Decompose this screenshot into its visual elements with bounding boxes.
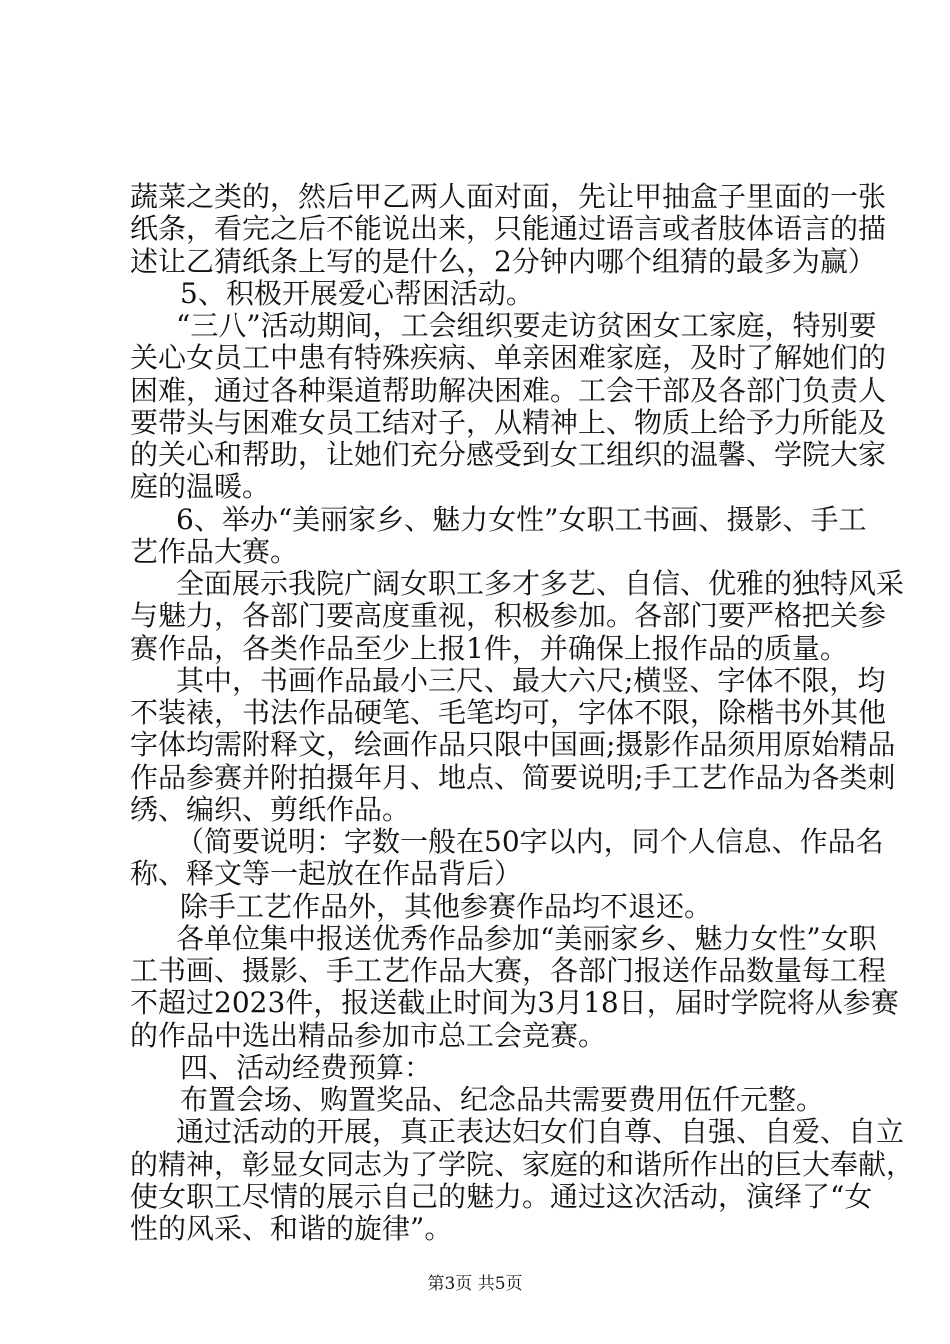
text-line: 不超过2023件，报送截止时间为3月18日，届时学院将从参赛 <box>130 986 899 1020</box>
text-line: （简要说明：字数一般在50字以内，同个人信息、作品名 <box>176 825 884 858</box>
text-line: 工书画、摄影、手工艺作品大赛，各部门报送作品数量每工程 <box>130 954 887 987</box>
text-line: 称、释文等一起放在作品背后） <box>130 857 523 891</box>
text-line: 除手工艺作品外，其他参赛作品均不退还。 <box>180 889 713 923</box>
text-line: 字体均需附释文，绘画作品只限中国画;摄影作品须用原始精品 <box>130 728 896 762</box>
text-line: 使女职工尽情的展示自己的魅力。通过这次活动，演绎了“女 <box>130 1179 873 1213</box>
text-line: 庭的温暖。 <box>130 470 271 504</box>
text-line: 四、活动经费预算： <box>180 1050 433 1084</box>
text-line: 赛作品，各类作品至少上报1件，并确保上报作品的质量。 <box>130 631 848 665</box>
text-line: 要带头与困难女员工结对子，从精神上、物质上给予力所能及 <box>130 405 887 439</box>
text-line: 纸条，看完之后不能说出来，只能通过语言或者肢体语言的描 <box>130 212 887 246</box>
text-line: 5、积极开展爱心帮困活动。 <box>180 276 534 310</box>
text-line: 与魅力，各部门要高度重视，积极参加。各部门要严格把关参 <box>130 599 887 633</box>
text-line: 全面展示我院广阔女职工多才多艺、自信、优雅的独特风采 <box>176 567 905 600</box>
text-line: 艺作品大赛。 <box>130 534 299 568</box>
text-line: 困难，通过各种渠道帮助解决困难。工会干部及各部门负责人 <box>130 373 887 407</box>
text-line: 其中，书画作品最小三尺、最大六尺;横竖、字体不限，均 <box>176 663 886 697</box>
page-number-footer: 第3页 共5页 <box>427 1274 523 1294</box>
document-body <box>130 180 915 1245</box>
text-line: 的精神，彰显女同志为了学院、家庭的和谐所作出的巨大奉献， <box>130 1147 915 1181</box>
text-line: 布置会场、购置奖品、纪念品共需要费用伍仟元整。 <box>180 1083 825 1116</box>
text-line: 性的风采、和谐的旋律”。 <box>130 1212 453 1245</box>
text-line: 关心女员工中患有特殊疾病、单亲困难家庭，及时了解她们的 <box>130 341 887 375</box>
text-line: 述让乙猜纸条上写的是什么，2分钟内哪个组猜的最多为赢） <box>130 244 876 278</box>
text-line: 绣、编织、剪纸作品。 <box>130 792 411 826</box>
text-line: 6、举办“美丽家乡、魅力女性”女职工书画、摄影、手工 <box>176 502 867 536</box>
text-line: 通过活动的开展，真正表达妇女们自尊、自强、自爱、自立 <box>176 1115 905 1149</box>
text-line: 的作品中选出精品参加市总工会竞赛。 <box>130 1018 607 1052</box>
text-line: “三八”活动期间，工会组织要走访贫困女工家庭，特别要 <box>176 309 877 342</box>
text-line: 作品参赛并附拍摄年月、地点、简要说明;手工艺作品为各类刺 <box>130 760 896 794</box>
text-line: 不装裱，书法作品硬笔、毛笔均可，字体不限，除楷书外其他 <box>130 696 887 729</box>
text-line: 蔬菜之类的，然后甲乙两人面对面，先让甲抽盒子里面的一张 <box>130 180 887 213</box>
text-line: 各单位集中报送优秀作品参加“美丽家乡、魅力女性”女职 <box>176 921 877 955</box>
text-line: 的关心和帮助，让她们充分感受到女工组织的温馨、学院大家 <box>130 438 887 471</box>
